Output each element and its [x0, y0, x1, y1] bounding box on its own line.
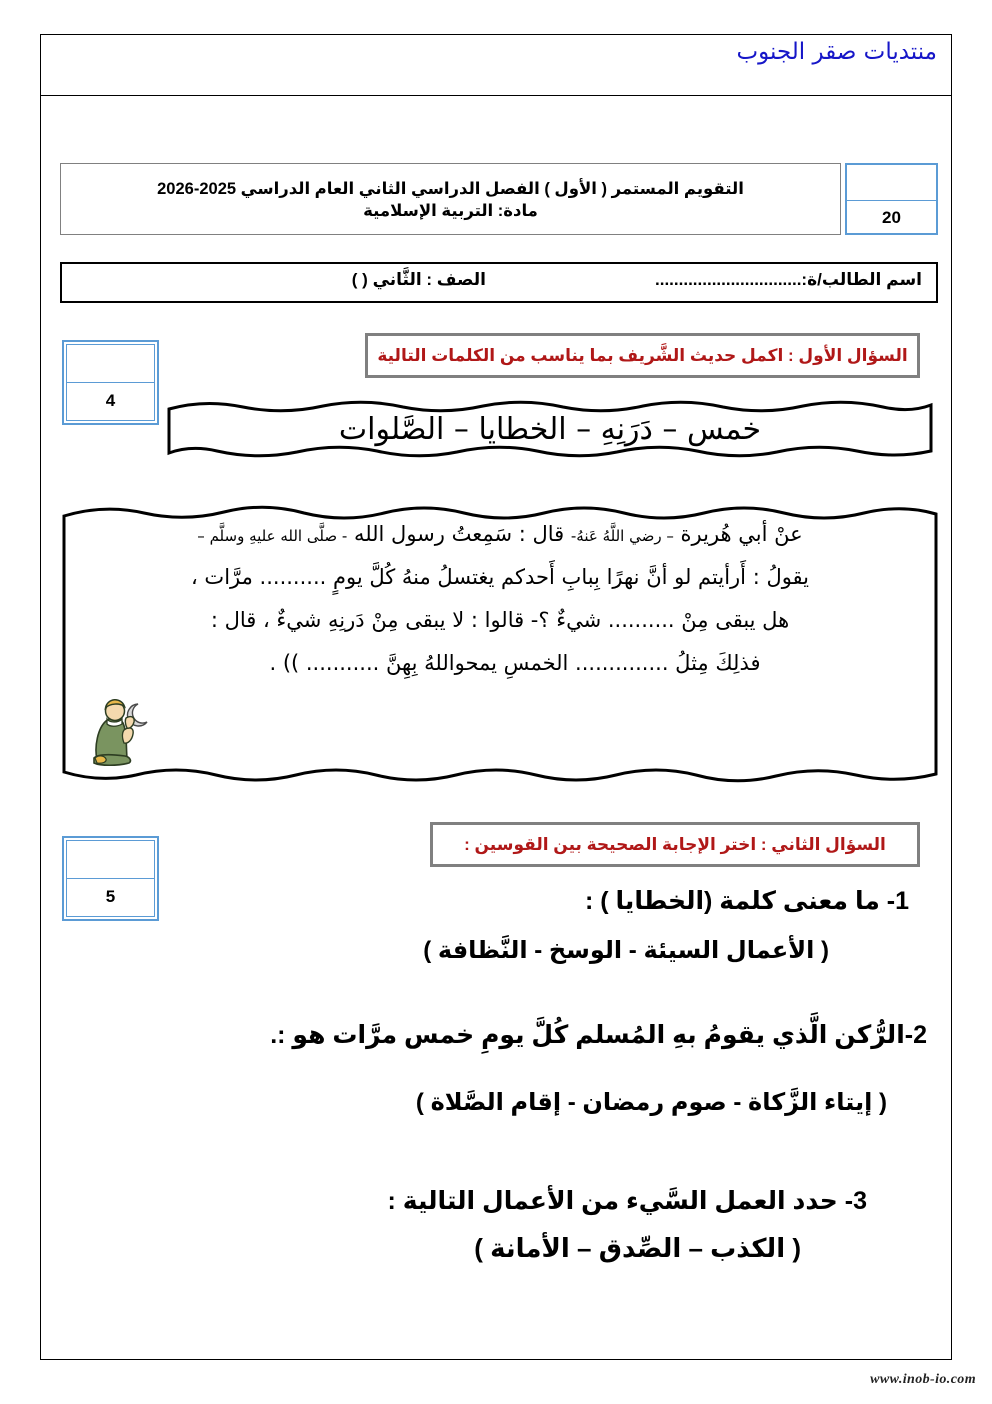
total-mark-value: 20: [882, 208, 901, 227]
student-name-field[interactable]: اسم الطالب/ة:...............................: [655, 270, 922, 289]
mcq-1-stem: 1- ما معنى كلمة (الخطايا ) :: [585, 887, 909, 915]
exam-header-row: [60, 163, 938, 235]
question2-title-text: السؤال الثاني : اختر الإجابة الصحيحة بين القوسين :: [464, 834, 886, 854]
mcq-item-1: [47, 888, 937, 964]
praying-person-icon: [82, 688, 162, 774]
hadith-text-body: [60, 512, 940, 778]
mcq-3-stem: 3- حدد العمل السَّيء من الأعمال التالية :: [387, 1187, 867, 1215]
hadith-line-2: يقولُ : أَرأيتم لو أنَّ نهرًا بِبابِ أَحدكم يغتسلُ منهُ كُلَّ يومٍ .......... مرَّات ،: [190, 565, 810, 589]
question1-hadith-box: [60, 500, 940, 788]
mcq-3-options[interactable]: ( الكذب – الصِّدق – الأمانة ): [474, 1232, 801, 1263]
hadith-line-4: فذلِكَ مِثلُ .............. الخمسِ يمحواللهُ بِهِنَّ ........... )) .: [269, 651, 761, 675]
hadith-prophet-honorific: - صلَّى الله عليهِ وسلَّم –: [197, 527, 348, 545]
total-mark-box: [845, 163, 938, 235]
question1-score-blank-cell[interactable]: [67, 345, 154, 383]
question1-word-bank: [165, 395, 935, 463]
mcq-2-options[interactable]: ( إيتاء الزَّكاة - صوم رمضان - إقام الصَّلاة ): [415, 1088, 887, 1116]
hadith-line-1: [78, 524, 922, 545]
mcq-2-stem: 2-الرُّكن الَّذي يقومُ بهِ المُسلم كُلَّ يومِ خمس مرَّات هو :.: [270, 1021, 927, 1049]
exam-title-box: [60, 163, 841, 235]
mcq-item-3: [47, 1188, 937, 1262]
question2-max-score: 5: [105, 887, 116, 907]
mcq-1-options[interactable]: ( الأعمال السيئة - الوسخ - النَّظافة ): [423, 936, 829, 964]
total-mark-blank-cell[interactable]: [847, 165, 936, 201]
hadith-narrator: عنْ أبي هُريرة: [680, 522, 803, 546]
hadith-narrator-honorific: – رضي اللَّهُ عَنهُ-: [570, 527, 674, 545]
question2-title-box: [430, 822, 920, 867]
question1-max-score: 4: [105, 391, 116, 411]
exam-subject-line: مادة: التربية الإسلامية: [363, 202, 538, 220]
student-info-row: [60, 262, 938, 303]
hadith-line-3: هل يبقى مِنْ .......... شيءٌ ؟- قالوا : لا يبقى مِنْ دَرنِهِ شيءٌ ، قال :: [210, 608, 790, 632]
mcq-item-2: [47, 1022, 937, 1116]
question1-mark-box: [62, 340, 159, 425]
exam-title-line1: التقويم المستمر ( الأول ) الفصل الدراسي الثاني العام الدراسي 2025-2026: [157, 179, 744, 198]
word-bank-text: خمس – دَرَنِهِ – الخطايا – الصَّلوات: [338, 411, 762, 447]
site-banner: [40, 34, 952, 96]
question1-title-text: السؤال الأول : اكمل حديث الشَّريف بما يناسب من الكلمات التالية: [377, 345, 908, 365]
student-class-field[interactable]: الصف : الثَّاني ( ): [351, 270, 486, 289]
footer-watermark: www.inob-io.com: [870, 1372, 976, 1387]
question1-mark-inner: [66, 344, 155, 421]
praying-person-shape: [82, 688, 162, 774]
site-name-text: منتديات صقر الجنوب: [736, 39, 937, 65]
question2-score-blank-cell[interactable]: [67, 841, 154, 879]
hadith-said-phrase: قال : سَمِعتُ رسول الله: [353, 522, 565, 546]
question1-title-box: [365, 333, 920, 378]
